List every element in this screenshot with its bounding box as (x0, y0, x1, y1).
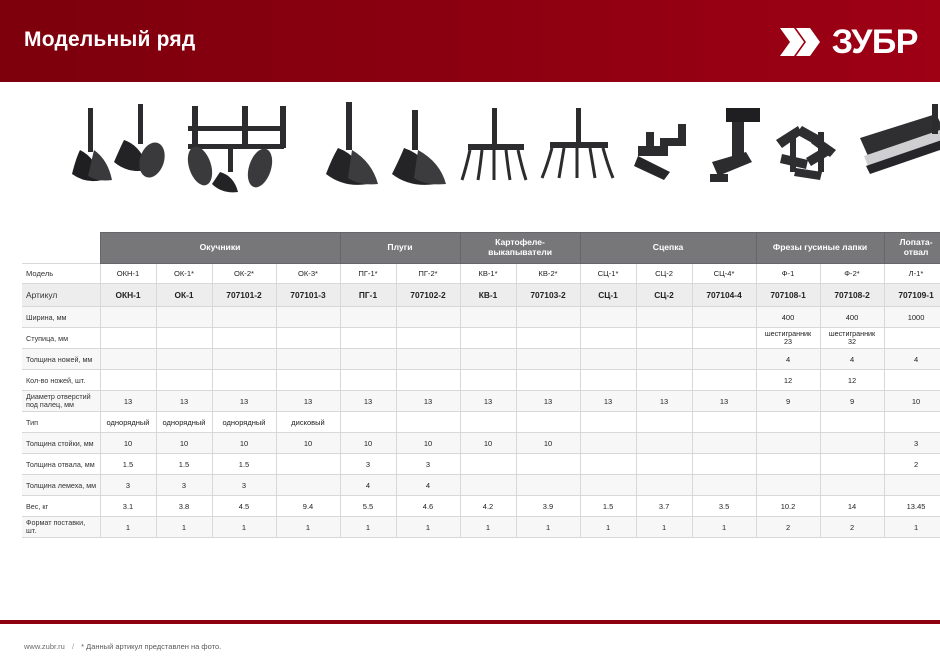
cell-hole-9: 13 (636, 391, 692, 412)
cell-knifethk-5 (396, 349, 460, 370)
cell-knifecnt-0 (100, 370, 156, 391)
table-row-weight (22, 496, 940, 517)
cell-knifecnt-10 (692, 370, 756, 391)
cell-hub-3 (276, 328, 340, 349)
row-label-hub: Ступица, мм (22, 328, 100, 349)
cell-knifethk-12: 4 (820, 349, 884, 370)
product-photo-strip (0, 82, 940, 230)
cell-type-7 (516, 412, 580, 433)
cell-share-4: 4 (340, 475, 396, 496)
cell-type-8 (580, 412, 636, 433)
cell-knifecnt-1 (156, 370, 212, 391)
cell-stand-5: 10 (396, 433, 460, 454)
group-header-hillers: Окучники (100, 233, 340, 264)
cell-share-10 (692, 475, 756, 496)
cell-type-5 (396, 412, 460, 433)
cell-knifethk-10 (692, 349, 756, 370)
cell-stand-4: 10 (340, 433, 396, 454)
cell-article-0: ОКН-1 (100, 284, 156, 307)
table-group-header-row (22, 233, 940, 264)
cell-width-13: 1000 (884, 307, 940, 328)
cell-knifecnt-11: 12 (756, 370, 820, 391)
footer-note: * Данный артикул представлен на фото. (81, 642, 222, 651)
table-row-hole-diameter (22, 391, 940, 412)
cell-blade-13: 2 (884, 454, 940, 475)
table-row-type (22, 412, 940, 433)
cell-blade-5: 3 (396, 454, 460, 475)
cell-blade-4: 3 (340, 454, 396, 475)
cell-hole-1: 13 (156, 391, 212, 412)
cell-hole-12: 9 (820, 391, 884, 412)
cell-model-12: Ф-2* (820, 264, 884, 284)
cell-knifethk-3 (276, 349, 340, 370)
cell-article-3: 707101-3 (276, 284, 340, 307)
row-label-model: Модель (22, 264, 100, 284)
table-row-hub (22, 328, 940, 349)
cell-blade-7 (516, 454, 580, 475)
model-specs-table (22, 232, 940, 538)
cell-type-1: однорядный (156, 412, 212, 433)
cell-hub-0 (100, 328, 156, 349)
row-label-article: Артикул (22, 284, 100, 307)
cell-knifecnt-2 (212, 370, 276, 391)
cell-article-12: 707108-2 (820, 284, 884, 307)
cell-width-4 (340, 307, 396, 328)
cell-share-13 (884, 475, 940, 496)
cell-width-12: 400 (820, 307, 884, 328)
row-label-width: Ширина, мм (22, 307, 100, 328)
cell-hub-1 (156, 328, 212, 349)
cell-model-9: СЦ-2 (636, 264, 692, 284)
group-header-blade: Лопата- отвал (884, 233, 940, 264)
cell-width-1 (156, 307, 212, 328)
cell-type-10 (692, 412, 756, 433)
cell-article-1: ОК-1 (156, 284, 212, 307)
cell-share-7 (516, 475, 580, 496)
cell-width-2 (212, 307, 276, 328)
cell-knifecnt-7 (516, 370, 580, 391)
cell-model-4: ПГ-1* (340, 264, 396, 284)
row-label-type: Тип (22, 412, 100, 433)
cell-hub-6 (460, 328, 516, 349)
table-row-model (22, 264, 940, 284)
cell-weight-6: 4.2 (460, 496, 516, 517)
site-url[interactable]: www.zubr.ru (24, 642, 65, 651)
row-label-share-thickness: Толщина лемеха, мм (22, 475, 100, 496)
cell-weight-5: 4.6 (396, 496, 460, 517)
cell-weight-8: 1.5 (580, 496, 636, 517)
cell-stand-9 (636, 433, 692, 454)
cell-knifecnt-3 (276, 370, 340, 391)
cell-knifethk-4 (340, 349, 396, 370)
cell-blade-12 (820, 454, 884, 475)
cell-hole-11: 9 (756, 391, 820, 412)
cell-width-10 (692, 307, 756, 328)
cell-knifethk-11: 4 (756, 349, 820, 370)
cell-hub-9 (636, 328, 692, 349)
cell-knifecnt-9 (636, 370, 692, 391)
cell-stand-13: 3 (884, 433, 940, 454)
cell-article-5: 707102-2 (396, 284, 460, 307)
cell-hole-5: 13 (396, 391, 460, 412)
cell-knifecnt-4 (340, 370, 396, 391)
cell-stand-7: 10 (516, 433, 580, 454)
cell-hole-4: 13 (340, 391, 396, 412)
cell-hole-7: 13 (516, 391, 580, 412)
cell-share-5: 4 (396, 475, 460, 496)
cell-pack-0: 1 (100, 517, 156, 538)
page-footer (0, 624, 940, 664)
row-label-knife-thickness: Толщина ножей, мм (22, 349, 100, 370)
cell-share-11 (756, 475, 820, 496)
cell-knifethk-8 (580, 349, 636, 370)
row-label-pack-format: Формат поставки, шт. (22, 517, 100, 538)
cell-model-11: Ф-1 (756, 264, 820, 284)
table-row-width (22, 307, 940, 328)
cell-stand-6: 10 (460, 433, 516, 454)
cell-stand-3: 10 (276, 433, 340, 454)
cell-model-6: КВ-1* (460, 264, 516, 284)
table-row-knife-thickness (22, 349, 940, 370)
cell-hole-13: 10 (884, 391, 940, 412)
cell-knifethk-13: 4 (884, 349, 940, 370)
cell-knifethk-1 (156, 349, 212, 370)
page-title: Модельный ряд (24, 28, 196, 51)
cell-type-2: однорядный (212, 412, 276, 433)
cell-share-8 (580, 475, 636, 496)
cell-type-6 (460, 412, 516, 433)
cell-knifethk-0 (100, 349, 156, 370)
brand-name: ЗУБР (831, 23, 918, 61)
cell-width-7 (516, 307, 580, 328)
cell-weight-11: 10.2 (756, 496, 820, 517)
cell-model-8: СЦ-1* (580, 264, 636, 284)
cell-share-0: 3 (100, 475, 156, 496)
cell-weight-3: 9.4 (276, 496, 340, 517)
cell-type-0: однорядный (100, 412, 156, 433)
cell-knifethk-7 (516, 349, 580, 370)
cell-hub-5 (396, 328, 460, 349)
group-header-spacer (22, 233, 100, 264)
specs-table-container (22, 232, 934, 538)
cell-blade-8 (580, 454, 636, 475)
cell-hole-10: 13 (692, 391, 756, 412)
cell-weight-7: 3.9 (516, 496, 580, 517)
cell-share-6 (460, 475, 516, 496)
cell-type-11 (756, 412, 820, 433)
cell-stand-10 (692, 433, 756, 454)
cell-blade-2: 1.5 (212, 454, 276, 475)
cell-pack-4: 1 (340, 517, 396, 538)
footer-separator: / (71, 642, 75, 651)
cell-pack-1: 1 (156, 517, 212, 538)
cell-type-9 (636, 412, 692, 433)
cell-article-2: 707101-2 (212, 284, 276, 307)
cell-model-3: ОК-3* (276, 264, 340, 284)
cell-stand-0: 10 (100, 433, 156, 454)
cell-article-11: 707108-1 (756, 284, 820, 307)
cell-article-6: КВ-1 (460, 284, 516, 307)
table-row-stand-thickness (22, 433, 940, 454)
cell-knifethk-2 (212, 349, 276, 370)
cell-knifecnt-6 (460, 370, 516, 391)
cell-pack-3: 1 (276, 517, 340, 538)
cell-knifecnt-13 (884, 370, 940, 391)
cell-weight-1: 3.8 (156, 496, 212, 517)
cell-stand-12 (820, 433, 884, 454)
cell-weight-9: 3.7 (636, 496, 692, 517)
cell-model-2: ОК-2* (212, 264, 276, 284)
cell-hub-8 (580, 328, 636, 349)
cell-hole-8: 13 (580, 391, 636, 412)
cell-width-0 (100, 307, 156, 328)
table-row-blade-thickness (22, 454, 940, 475)
cell-weight-2: 4.5 (212, 496, 276, 517)
row-label-hole-diameter: Диаметр отверстий под палец, мм (22, 391, 100, 412)
cell-weight-13: 13.45 (884, 496, 940, 517)
cell-blade-3 (276, 454, 340, 475)
cell-width-9 (636, 307, 692, 328)
cell-hole-3: 13 (276, 391, 340, 412)
brand-logo (780, 20, 918, 64)
cell-hub-12: шестигранник 32 (820, 328, 884, 349)
row-label-blade-thickness: Толщина отвала, мм (22, 454, 100, 475)
cell-article-9: СЦ-2 (636, 284, 692, 307)
cell-stand-2: 10 (212, 433, 276, 454)
cell-blade-10 (692, 454, 756, 475)
cell-article-4: ПГ-1 (340, 284, 396, 307)
cell-model-0: ОКН-1 (100, 264, 156, 284)
group-header-hitch: Сцепка (580, 233, 756, 264)
cell-model-13: Л-1* (884, 264, 940, 284)
cell-knifethk-6 (460, 349, 516, 370)
table-row-share-thickness (22, 475, 940, 496)
cell-share-1: 3 (156, 475, 212, 496)
cell-pack-8: 1 (580, 517, 636, 538)
table-row-pack-format (22, 517, 940, 538)
cell-knifecnt-5 (396, 370, 460, 391)
cell-hub-4 (340, 328, 396, 349)
cell-blade-9 (636, 454, 692, 475)
cell-hole-0: 13 (100, 391, 156, 412)
cell-pack-11: 2 (756, 517, 820, 538)
cell-pack-12: 2 (820, 517, 884, 538)
zubr-arrow-logo-icon (780, 24, 824, 60)
cell-pack-10: 1 (692, 517, 756, 538)
cell-model-5: ПГ-2* (396, 264, 460, 284)
cell-hub-7 (516, 328, 580, 349)
cell-width-6 (460, 307, 516, 328)
cell-stand-8 (580, 433, 636, 454)
cell-hole-2: 13 (212, 391, 276, 412)
cell-hole-6: 13 (460, 391, 516, 412)
cell-type-3: дисковый (276, 412, 340, 433)
cell-type-12 (820, 412, 884, 433)
table-row-article (22, 284, 940, 307)
cell-share-3 (276, 475, 340, 496)
cell-weight-0: 3.1 (100, 496, 156, 517)
cell-hub-11: шестигранник 23 (756, 328, 820, 349)
page-header (0, 0, 940, 82)
cell-share-2: 3 (212, 475, 276, 496)
cell-share-9 (636, 475, 692, 496)
cell-pack-2: 1 (212, 517, 276, 538)
cell-blade-1: 1.5 (156, 454, 212, 475)
cell-hub-13 (884, 328, 940, 349)
table-row-knife-count (22, 370, 940, 391)
cell-stand-11 (756, 433, 820, 454)
cell-knifethk-9 (636, 349, 692, 370)
cell-pack-6: 1 (460, 517, 516, 538)
product-lineup-illustration (60, 88, 940, 228)
cell-article-10: 707104-4 (692, 284, 756, 307)
cell-pack-9: 1 (636, 517, 692, 538)
cell-weight-12: 14 (820, 496, 884, 517)
cell-width-5 (396, 307, 460, 328)
cell-width-8 (580, 307, 636, 328)
cell-model-1: ОК-1* (156, 264, 212, 284)
cell-knifecnt-12: 12 (820, 370, 884, 391)
group-header-plows: Плуги (340, 233, 460, 264)
row-label-weight: Вес, кг (22, 496, 100, 517)
cell-type-13 (884, 412, 940, 433)
cell-article-7: 707103-2 (516, 284, 580, 307)
cell-type-4 (340, 412, 396, 433)
cell-weight-4: 5.5 (340, 496, 396, 517)
cell-knifecnt-8 (580, 370, 636, 391)
cell-blade-11 (756, 454, 820, 475)
cell-weight-10: 3.5 (692, 496, 756, 517)
row-label-knife-count: Кол-во ножей, шт. (22, 370, 100, 391)
cell-stand-1: 10 (156, 433, 212, 454)
cell-blade-0: 1.5 (100, 454, 156, 475)
group-header-potato-diggers: Картофеле- выкапыватели (460, 233, 580, 264)
cell-article-8: СЦ-1 (580, 284, 636, 307)
cell-pack-7: 1 (516, 517, 580, 538)
cell-width-11: 400 (756, 307, 820, 328)
footer-content (24, 642, 221, 651)
cell-hub-2 (212, 328, 276, 349)
cell-share-12 (820, 475, 884, 496)
cell-model-10: СЦ-4* (692, 264, 756, 284)
cell-hub-10 (692, 328, 756, 349)
cell-blade-6 (460, 454, 516, 475)
row-label-stand-thickness: Толщина стойки, мм (22, 433, 100, 454)
cell-pack-13: 1 (884, 517, 940, 538)
cell-width-3 (276, 307, 340, 328)
cell-model-7: КВ-2* (516, 264, 580, 284)
group-header-tillers: Фрезы гусиные лапки (756, 233, 884, 264)
cell-article-13: 707109-1 (884, 284, 940, 307)
cell-pack-5: 1 (396, 517, 460, 538)
